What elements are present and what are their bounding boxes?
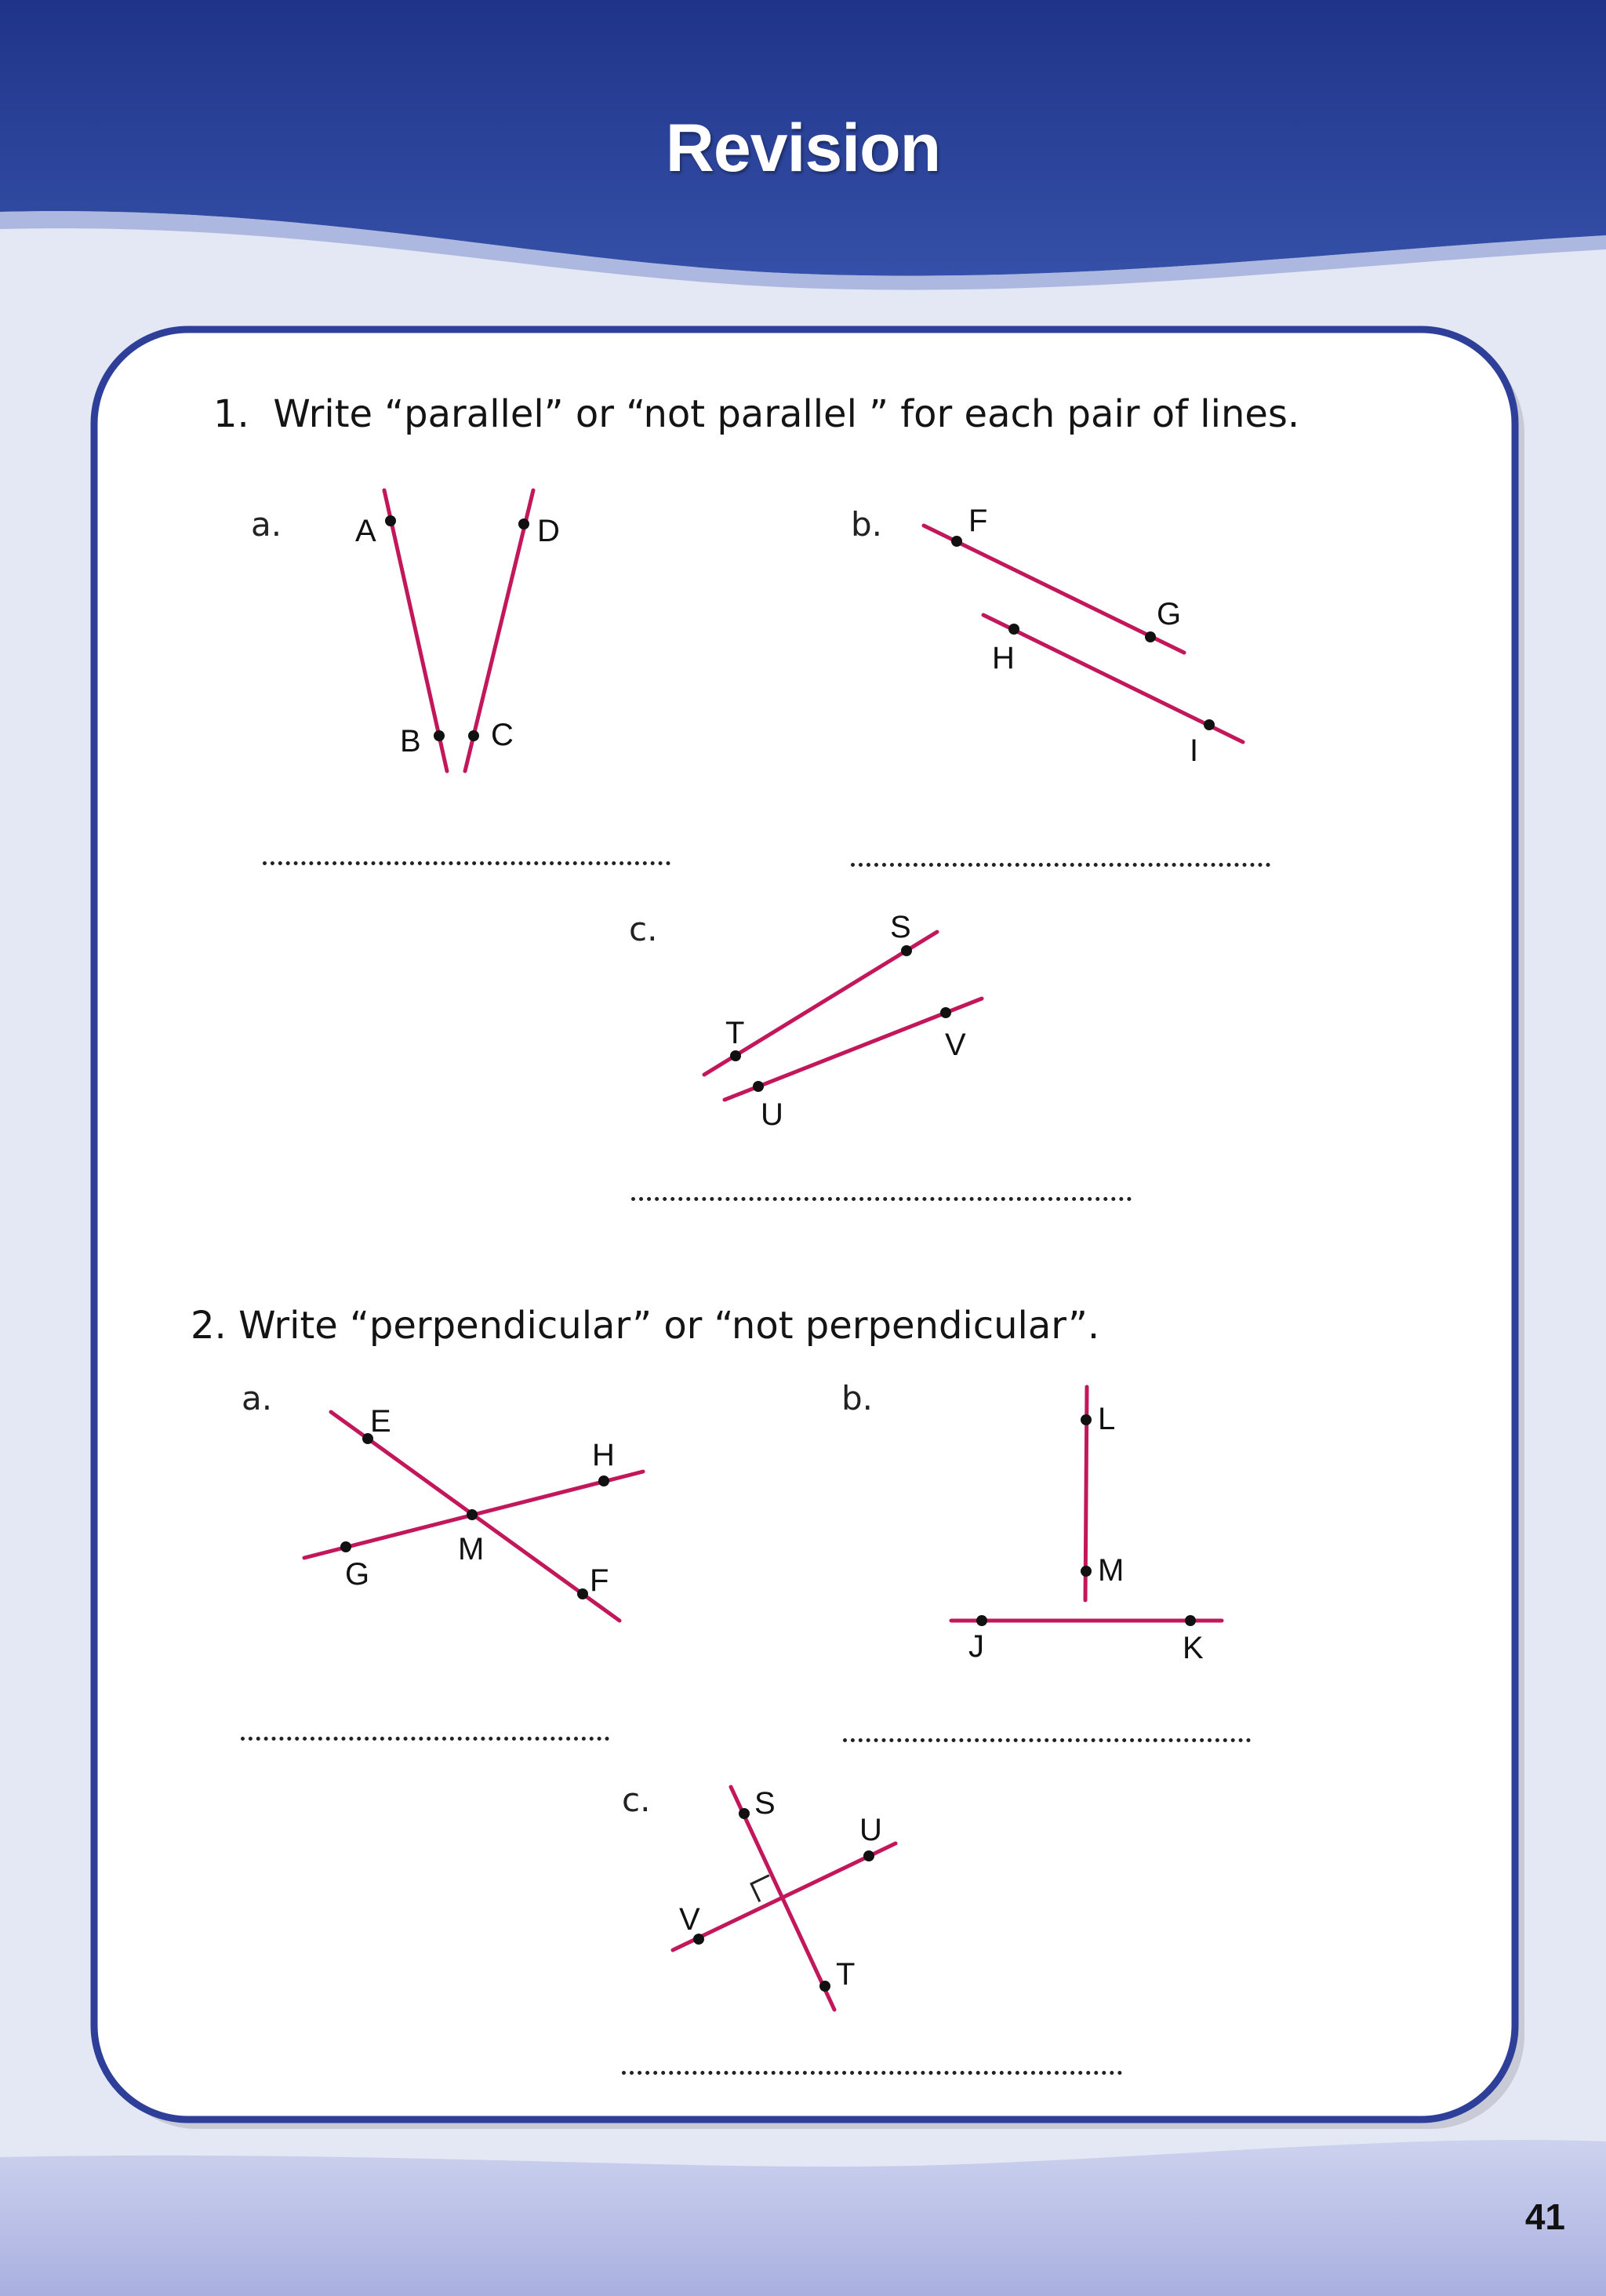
q2-part-b-label: b. [841,1379,874,1417]
point-t [819,1981,830,1992]
label-t: T [836,1957,856,1992]
q1-part-b-label: b. [851,505,883,544]
label-i: I [1190,733,1199,768]
point-u [863,1850,874,1861]
question-1-text: Write “parallel” or “not parallel ” for each pair of lines. [273,392,1300,436]
label-b: B [400,724,421,759]
question-1-number: 1. [213,392,249,436]
q1-part-c-label: c. [629,910,658,948]
page-title: Revision [665,111,941,186]
right-angle-marker [751,1876,769,1902]
label-m: M [1098,1553,1125,1588]
point-s [739,1808,750,1819]
label-g: G [1157,597,1182,631]
line-vu [673,1843,896,1950]
label-f: F [590,1563,609,1598]
page-number: 41 [1524,2196,1565,2237]
q2-part-a-label: a. [242,1379,273,1417]
label-v: V [679,1902,700,1937]
q2-part-c-label: c. [622,1781,651,1819]
label-l: L [1098,1402,1116,1436]
label-c: C [491,718,514,752]
label-h: H [592,1438,615,1472]
label-g: G [345,1557,370,1592]
question-2-number: 2. [191,1304,227,1348]
q1-part-a-label: a. [251,505,282,544]
label-d: D [537,514,560,548]
label-v: V [945,1028,966,1062]
label-u: U [761,1097,783,1132]
question-2-text: Write “perpendicular” or “not perpendicular”. [238,1304,1100,1348]
label-f: F [968,504,988,538]
label-m: M [458,1532,485,1566]
label-u: U [859,1813,882,1847]
label-s: S [754,1786,776,1821]
label-e: E [370,1404,391,1439]
label-j: J [968,1629,984,1664]
label-k: K [1183,1631,1204,1665]
label-t: T [725,1016,745,1050]
label-h: H [992,641,1015,675]
label-a: A [355,514,376,548]
label-s: S [890,910,911,944]
